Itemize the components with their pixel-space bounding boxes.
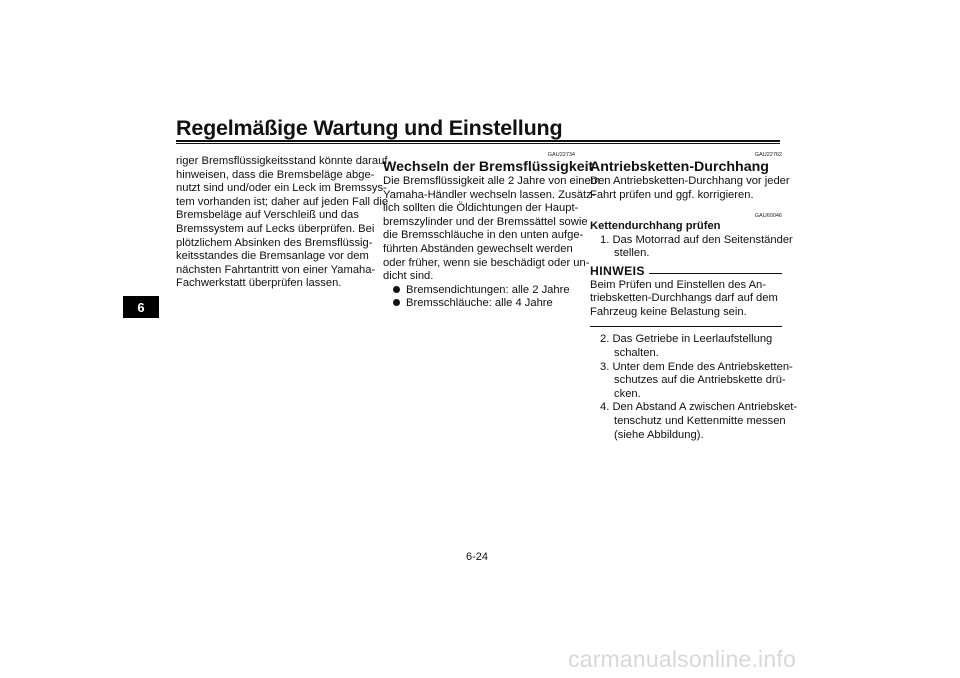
body-line: Fahrt prüfen und ggf. korrigieren. [590, 188, 754, 201]
list-item-text: Bremsschläuche: alle 4 Jahre [406, 297, 553, 310]
bullet-icon [393, 286, 400, 293]
body-line: Bremssystem auf Lecks überprüfen. Bei [176, 222, 375, 235]
body-line: nutzt sind und/oder ein Leck im Bremssys- [176, 182, 387, 195]
step-item: 3. Unter dem Ende des Antriebsketten- [600, 360, 793, 373]
body-line: bremszylinder und der Bremssättel sowie [383, 215, 588, 228]
body-line: riger Bremsflüssigkeitsstand könnte darauf [176, 155, 388, 167]
list-item-text: Bremsendichtungen: alle 2 Jahre [406, 283, 570, 296]
notice-line: triebsketten-Durchhangs darf auf dem [590, 292, 778, 305]
body-line: dicht sind. [383, 270, 434, 283]
body-line: Fachwerkstatt überprüfen lassen. [176, 277, 342, 290]
section-heading-brake-fluid: Wechseln der Bremsflüssigkeit [383, 159, 594, 175]
step-item-cont: schutzes auf die Antriebskette drü- [614, 374, 786, 387]
notice-line: Beim Prüfen und Einstellen des An- [590, 278, 766, 291]
section-code: GAU60046 [754, 213, 782, 220]
subheading: Kettendurchhang prüfen [590, 220, 721, 233]
column-middle [383, 147, 601, 311]
notice-end-rule [590, 326, 782, 327]
body-line: Yamaha-Händler wechseln lassen. Zusätz- [383, 188, 596, 201]
step-item-cont: stellen. [614, 247, 650, 260]
notice-rule [649, 273, 782, 274]
body-line: keitsstandes die Bremsanlage vor dem [176, 250, 369, 263]
body-line: hinweisen, dass die Bremsbeläge abge- [176, 168, 375, 181]
notice-label: HINWEIS [590, 263, 645, 278]
step-item-cont: (siehe Abbildung). [614, 428, 704, 441]
body-line: nächsten Fahrtantritt von einer Yamaha- [176, 263, 376, 276]
bullet-icon [393, 299, 400, 306]
column-right [590, 147, 798, 442]
body-line: plötzlichem Absinken des Bremsflüssig- [176, 236, 373, 249]
page-title: Regelmäßige Wartung und Einstellung [176, 116, 563, 140]
body-line: oder früher, wenn sie beschädigt oder un- [383, 256, 590, 269]
section-heading-chain-slack: Antriebsketten-Durchhang [590, 159, 769, 175]
body-line: die Bremsschläuche in den unten aufge- [383, 229, 584, 242]
section-code: GAU22762 [754, 152, 782, 158]
body-line: tem vorhanden ist; daher auf jeden Fall die [176, 195, 389, 208]
page-number: 6-24 [466, 551, 489, 563]
step-item: 2. Das Getriebe in Leerlaufstellung [600, 333, 773, 346]
body-line: Den Antriebsketten-Durchhang vor jeder [590, 175, 790, 187]
title-rule-thin [176, 143, 780, 144]
body-line: Die Bremsflüssigkeit alle 2 Jahre von einem [383, 175, 601, 187]
body-line: führten Abständen gewechselt werden [383, 242, 573, 255]
step-item: 1. Das Motorrad auf den Seitenständer [600, 233, 793, 246]
section-code: GAU22734 [547, 152, 575, 158]
body-line: lich sollten die Öldichtungen der Haupt- [383, 202, 579, 215]
watermark: carmanualsonline.info [568, 646, 796, 672]
body-line: Bremsbeläge auf Verschleiß und das [176, 209, 359, 222]
title-rule [176, 140, 780, 142]
step-item: 4. Den Abstand A zwischen Antriebsket- [600, 401, 798, 414]
step-item-cont: schalten. [614, 346, 659, 359]
notice-line: Fahrzeug keine Belastung sein. [590, 305, 747, 318]
step-item-cont: cken. [614, 387, 641, 400]
step-item-cont: tenschutz und Kettenmitte messen [614, 414, 786, 427]
list-item [383, 297, 575, 311]
list-item [383, 284, 575, 298]
column-left [176, 147, 389, 291]
notice-header [590, 265, 782, 279]
chapter-tab: 6 [123, 296, 159, 318]
